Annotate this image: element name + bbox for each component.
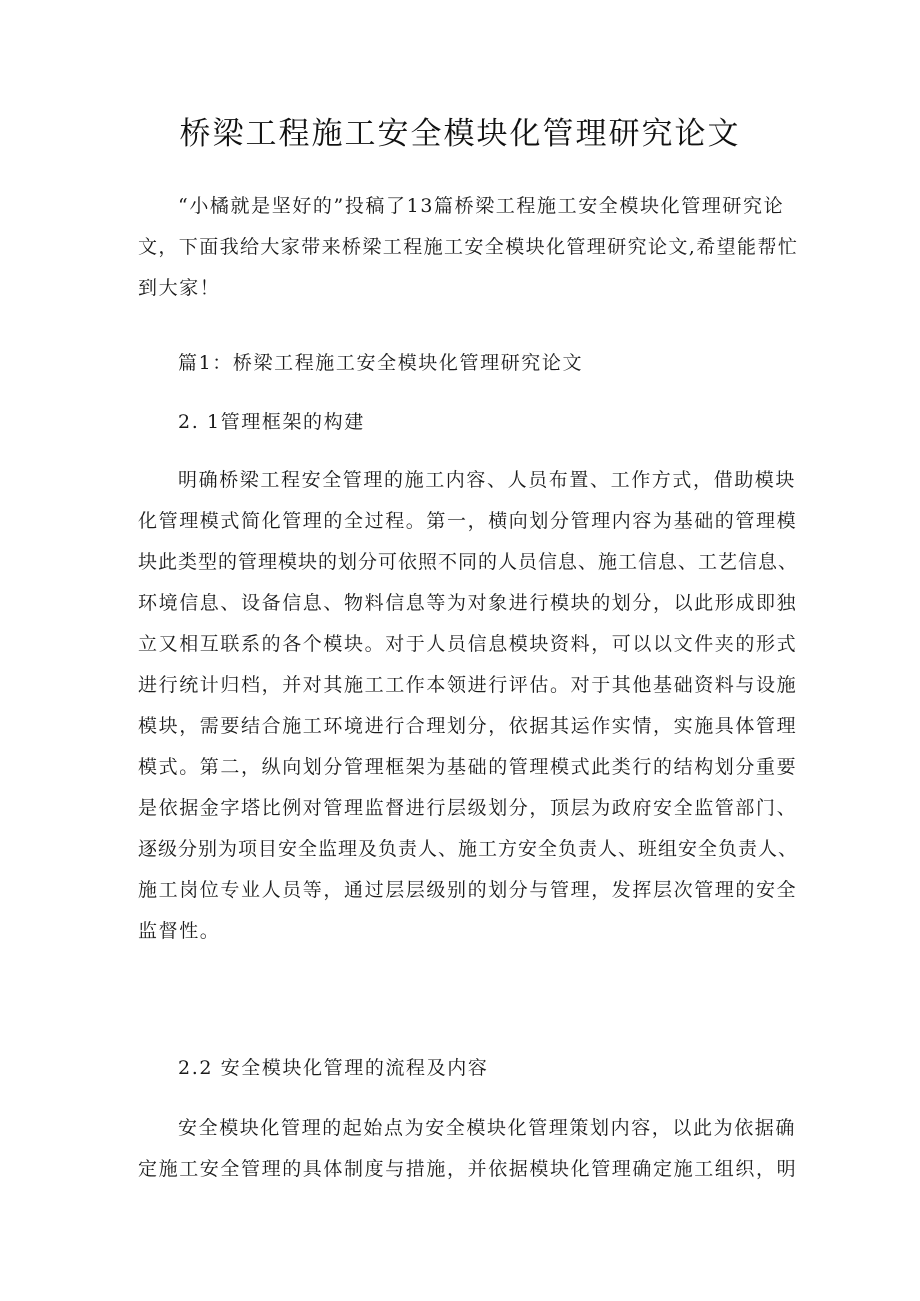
intro-paragraph: [138, 186, 798, 309]
text-line: 化管理模式简化管理的全过程。第一，横向划分管理内容为基础的管理模: [138, 510, 798, 532]
text-line: 到大家！: [138, 277, 221, 299]
section-1-paragraph: [138, 460, 798, 952]
section-2-paragraph: [138, 1108, 798, 1190]
section-heading: 2.2 安全模块化管理的流程及内容: [178, 1057, 489, 1079]
chapter-heading: 篇1：桥梁工程施工安全模块化管理研究论文: [178, 352, 584, 374]
text-line: “小橘就是坚好的”投稿了13篇桥梁工程施工安全模块化管理研究论: [178, 195, 785, 217]
document-title: 桥梁工程施工安全模块化管理研究论文: [179, 116, 741, 152]
text-line: 环境信息、设备信息、物料信息等为对象进行模块的划分，以此形成即独: [138, 592, 798, 614]
text-line: 是依据金字塔比例对管理监督进行层级划分，顶层为政府安全监管部门、: [138, 797, 798, 819]
text-line: 块此类型的管理模块的划分可依照不同的人员信息、施工信息、工艺信息、: [138, 551, 799, 573]
text-line: 定施工安全管理的具体制度与措施，并依据模块化管理确定施工组织，明: [138, 1158, 798, 1180]
text-line: 进行统计归档，并对其施工工作本领进行评估。对于其他基础资料与设施: [138, 674, 798, 696]
text-line: 文，下面我给大家带来桥梁工程施工安全模块化管理研究论文,希望能帮忙: [138, 236, 799, 258]
text-line: 立又相互联系的各个模块。对于人员信息模块资料，可以以文件夹的形式: [138, 633, 798, 655]
text-line: 安全模块化管理的起始点为安全模块化管理策划内容，以此为依据确: [178, 1117, 797, 1139]
section-heading: 2. 1管理框架的构建: [178, 411, 365, 433]
text-line: 逐级分别为项目安全监理及负责人、施工方安全负责人、班组安全负责人、: [138, 838, 799, 860]
text-line: 模块，需要结合施工环境进行合理划分，依据其运作实情，实施具体管理: [138, 715, 798, 737]
text-line: 施工岗位专业人员等，通过层层级别的划分与管理，发挥层次管理的安全: [138, 879, 798, 901]
text-line: 监督性。: [138, 920, 221, 942]
text-line: 模式。第二，纵向划分管理框架为基础的管理模式此类行的结构划分重要: [138, 756, 798, 778]
text-line: 明确桥梁工程安全管理的施工内容、人员布置、工作方式，借助模块: [178, 469, 797, 491]
